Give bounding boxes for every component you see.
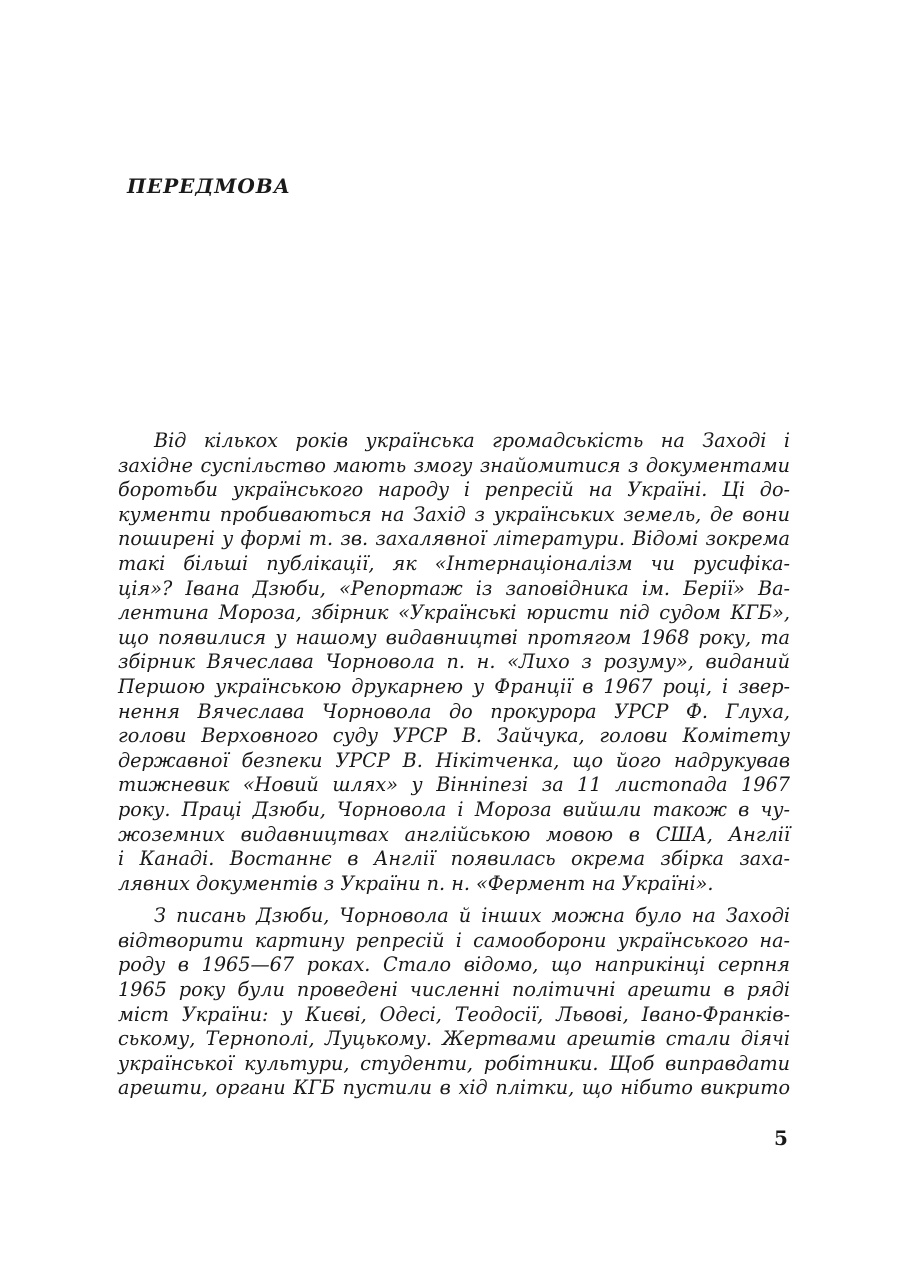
- text-line: З писань Дзюби, Чорновола й інших можна було на Заході: [154, 904, 790, 928]
- text-line: 1965 року були проведені численні політичні арешти в ряді: [118, 978, 790, 1002]
- text-line: і Канаді. Востаннє в Англії появилась окрема збірка заха-: [118, 847, 790, 871]
- text-line: що появилися у нашому видавництві протягом 1968 року, та: [118, 625, 790, 649]
- text-line: ському, Тернополі, Луцькому. Жертвами арештів стали діячі: [118, 1027, 790, 1051]
- text-line: арешти, органи КГБ пустили в хід плітки, що нібито викрито: [118, 1076, 790, 1100]
- text-line: жоземних видавництвах англійською мовою в США, Англії: [118, 822, 790, 846]
- text-line: поширені у формі т. зв. захалявної літератури. Відомі зокрема: [118, 527, 790, 551]
- text-line: збірник Вячеслава Чорновола п. н. «Лихо з розуму», виданий: [118, 650, 790, 674]
- text-line: лявних документів з України п. н. «Фермент на Україні».: [118, 871, 714, 895]
- text-line: міст України: у Києві, Одесі, Теодосії, Львові, Івано-Франків-: [118, 1002, 790, 1026]
- page-number: 5: [774, 1126, 788, 1150]
- paragraph-2: [118, 904, 790, 1101]
- text-line: такі більші публікації, як «Інтернаціоналізм чи русифіка-: [118, 551, 790, 575]
- text-line: української культури, студенти, робітники. Щоб виправдати: [118, 1051, 790, 1075]
- paragraph-gap: [118, 896, 790, 904]
- text-line: нення Вячеслава Чорновола до прокурора УРСР Ф. Глуха,: [118, 699, 790, 723]
- text-line: відтворити картину репресій і самооборони українського на-: [118, 928, 790, 952]
- text-line: Від кількох років українська громадськість на Заході і: [154, 429, 790, 452]
- text-line: роду в 1965—67 роках. Стало відомо, що наприкінці серпня: [118, 953, 790, 977]
- text-line: лентина Мороза, збірник «Українські юристи під судом КГБ»,: [118, 601, 790, 625]
- page-heading: ПЕРЕДМОВА: [127, 174, 291, 198]
- body-text: [118, 429, 790, 1101]
- text-line: року. Праці Дзюби, Чорновола і Мороза вийшли також в чу-: [118, 797, 790, 821]
- text-line: тижневик «Новий шлях» у Вінніпезі за 11 листопада 1967: [118, 773, 790, 797]
- text-line: голови Верховного суду УРСР В. Зайчука, голови Комітету: [118, 724, 790, 748]
- text-line: кументи пробиваються на Захід з українських земель, де вони: [118, 502, 790, 526]
- text-line: Першою українською друкарнею у Франції в 1967 році, і звер-: [118, 674, 790, 698]
- text-line: державної безпеки УРСР В. Нікітченка, що його надрукував: [118, 748, 790, 772]
- paragraph-1: [118, 429, 790, 896]
- text-line: ція»? Івана Дзюби, «Репортаж із заповідника ім. Берії» Ва-: [118, 576, 790, 600]
- text-line: західне суспільство мають змогу знайомитися з документами: [118, 453, 790, 477]
- text-line: боротьби українського народу і репресій на Україні. Ці до-: [118, 478, 790, 502]
